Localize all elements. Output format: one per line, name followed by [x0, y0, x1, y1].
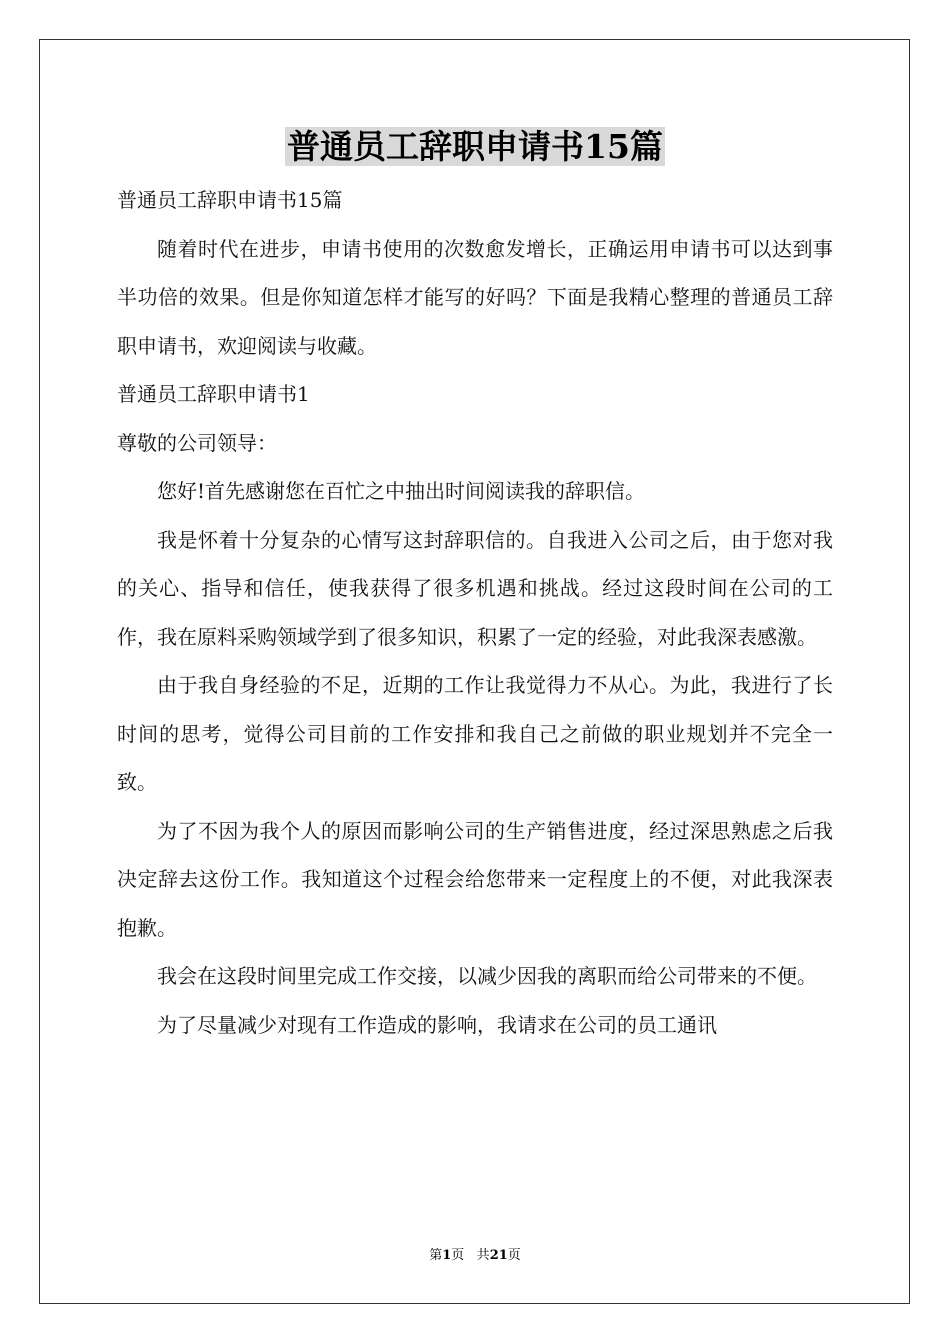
paragraph: 我会在这段时间里完成工作交接，以减少因我的离职而给公司带来的不便。 — [157, 964, 817, 988]
document-title — [0, 124, 950, 170]
paragraph: 我是怀着十分复杂的心情写这封辞职信的。自我进入公司之后，由于您对我的关心、指导和信任，使我获得了很多机遇和挑战。经过这段时间在公司的工作，我在原料采购领域学到了很多知识，积累了一定的经验，对此我深表感激。 — [117, 527, 833, 649]
paragraph: 您好!首先感谢您在百忙之中抽出时间阅读我的辞职信。 — [157, 479, 646, 503]
page-number: 1 — [442, 1248, 452, 1263]
paragraph: 为了不因为我个人的原因而影响公司的生产销售进度，经过深思熟虑之后我决定辞去这份工作。我知道这个过程会给您带来一定程度上的不便，对此我深表抱歉。 — [117, 818, 833, 940]
paragraph-subtitle: 普通员工辞职申请书15篇 — [117, 188, 343, 212]
document-body — [117, 176, 833, 1049]
salutation: 尊敬的公司领导： — [117, 430, 277, 455]
total-pages: 21 — [489, 1248, 508, 1263]
section-heading: 普通员工辞职申请书1 — [117, 382, 310, 406]
page-suffix: 页 — [451, 1248, 465, 1263]
page-prefix: 第 — [429, 1248, 443, 1263]
paragraph: 由于我自身经验的不足，近期的工作让我觉得力不从心。为此，我进行了长时间的思考，觉得公司目前的工作安排和我自己之前做的职业规划并不完全一致。 — [117, 673, 833, 794]
document-title-text: 普通员工辞职申请书15篇 — [287, 127, 663, 166]
total-suffix: 页 — [507, 1248, 521, 1263]
page-footer — [0, 1246, 950, 1266]
total-prefix: 共 — [476, 1248, 490, 1263]
paragraph-intro: 随着时代在进步，申请书使用的次数愈发增长，正确运用申请书可以达到事半功倍的效果。但是你知道怎样才能写的好吗？下面是我精心整理的普通员工辞职申请书，欢迎阅读与收藏。 — [117, 236, 833, 358]
paragraph: 为了尽量减少对现有工作造成的影响，我请求在公司的员工通讯 — [157, 1012, 717, 1037]
